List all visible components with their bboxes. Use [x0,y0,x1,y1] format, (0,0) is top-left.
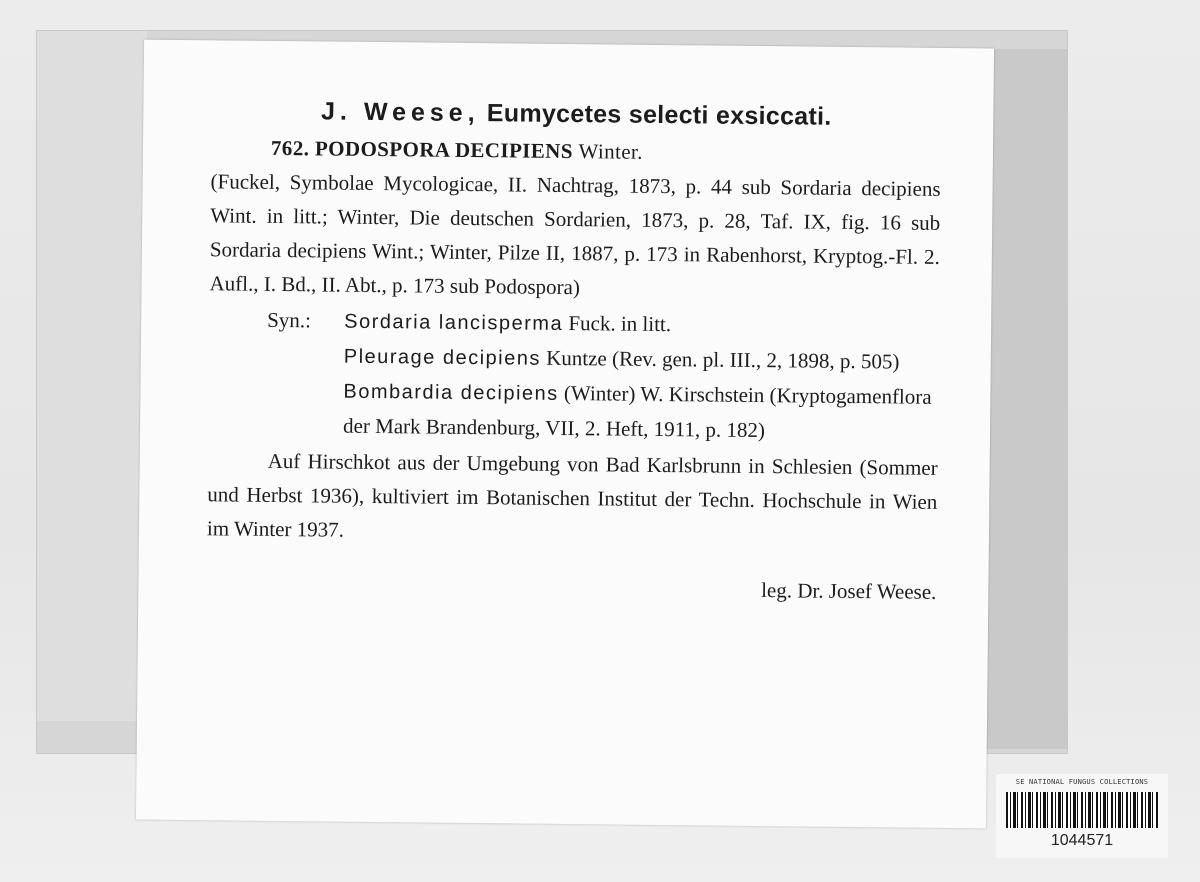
synonym-name: Bombardia decipiens [343,380,559,405]
specimen-label [136,40,994,829]
label-title [211,92,941,136]
title-author: J. Weese, [320,97,480,128]
title-series: Eumycetes selecti exsiccati. [486,99,832,131]
synonym-item [343,374,939,449]
barcode-number: 1044571 [1050,832,1114,849]
synonym-citation: Kuntze (Rev. gen. pl. III., 2, 1898, p. 505) [546,345,900,374]
habitat-paragraph: Auf Hirschkot aus der Umgebung von Bad Karlsbrunn in Schlesien (Sommer und Herbst 1936), kultiviert im Botanischen Institut der Techn. Hochschule in Wien im Winter 1937. [206,448,938,542]
synonym-name: Sordaria lancisperma [344,310,564,335]
folder-left-panel [37,31,147,721]
reference-paragraph: (Fuckel, Symbolae Mycologicae, II. Nachtrag, 1873, p. 44 sub Sordaria decipiens Wint. in litt.; Winter, Die deutschen Sordarien, 1873, p. 28, Taf. IX, fig. 16 sub Sordaria decipiens Wint.; Winter, Pilze II, 1887, p. 173 in Rabenhorst, Kryptog.-Fl. 2. Aufl., I. Bd., II. Abt., p. 173 sub Podospora) [209,169,941,300]
synonym-name: Pleurage decipiens [343,345,542,370]
barcode-header: SE NATIONAL FUNGUS COLLECTIONS [1015,778,1149,786]
synonyms-block [208,302,939,449]
synonym-citation: (Winter) W. Kirschstein (Kryptogamenflora der Mark Brandenburg, VII, 2. Heft, 1911, p. 182) [342,380,932,443]
entry-number: 762. [270,135,310,161]
species-author: Winter. [578,139,644,164]
label-text-block [206,92,941,609]
synonyms-label: Syn.: [267,307,312,333]
synonym-citation: Fuck. in litt. [568,311,672,337]
species-name: PODOSPORA DECIPIENS [314,136,573,164]
barcode-icon [1006,792,1158,828]
collector-line: leg. Dr. Josef Weese. [761,578,937,604]
barcode-label [996,774,1168,858]
